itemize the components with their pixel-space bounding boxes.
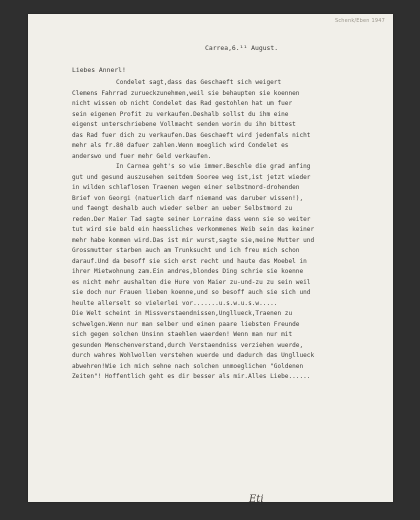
letter-salutation: Liebes Annerl! (72, 66, 126, 74)
letter-body-line: reden.Der Maier Tad sagte seiner Lorraine dass wenn sie so weiter (72, 215, 311, 223)
letter-body-line: tut wird sie bald ein haessliches verkommenes Weib sein das keiner (72, 226, 315, 233)
letter-body-line: In Carnea geht's so wie immer.Beschle die grad anfing (72, 163, 311, 170)
letter-body-line: schwelgen.Wenn nur man selber und einen paare liebsten Freunde (72, 320, 300, 328)
letter-dateline: Carrea,6.¹¹ August. (205, 44, 279, 52)
letter-body-line: Condelet sagt,dass das Geschaeft sich weigert (72, 79, 282, 86)
letter-body-line: und faengt deshalb auch wieder selber an ueber Selbstmord zu (72, 205, 293, 212)
letter-body-line: nicht wissen ob nicht Condelet das Rad gestohlen hat um fuer (72, 100, 293, 107)
letter-body-line: gut und gesund auszusehen seitdem Sooree weg ist,ist jetzt wieder (72, 173, 311, 181)
letter-body-line: abwehren!Wie ich mich sehne nach solchen unmoeglichen "Goldenen (72, 362, 304, 370)
letter-body-line: anderswo und fuer mehr Geld verkaufen. (72, 152, 212, 160)
letter-body-line: Grossmutter starben auch am Trunksucht und ich freu mich schon (72, 247, 300, 254)
letter-body-line: ihrer Mietwohnung zam.Ein andres,blondes Ding schrie sie koenne (72, 268, 304, 275)
letter-body-line: in wilden schlaflosen Traenen wegen einer selbstmord-drohenden (72, 184, 300, 191)
letter-body-line: mehr habe kommen wird.Das ist mir wurst,sagte sie,meine Mutter und (72, 236, 315, 244)
archive-reference-mark: Schenk/Eben 1947 (334, 18, 385, 24)
letter-body-line: Brief von Georgi (natuerlich darf niemand was daruber wissen!), (72, 194, 304, 202)
handwritten-signature: Eti (249, 494, 264, 502)
letter-body-line: gesunden Menschenverstand,durch Verstaendniss verziehen wuerde, (72, 341, 304, 349)
letter-body-line: sich gegen solchen Unsinn staehlen waerden! Wenn man nur mit (72, 331, 293, 338)
letter-page (28, 14, 393, 502)
letter-body-line: es nicht mehr aushalten die Hure von Maier zu-und-zu zu sein weil (72, 278, 311, 286)
letter-body-line: sie doch nur Frauen lieben koenne,und so besoff auch sie sich und (72, 289, 311, 296)
letter-body-line: Clemens Fahrrad zurueckzunehmen,weil sie behaupten sie koennen (72, 89, 300, 97)
letter-body-line: Die Welt scheint in Missverstaendnissen,Ungllueck,Traenen zu (72, 310, 293, 317)
letter-body-line: heulte allerselt so vielerlei vor.......u.s.w.u.s.w..... (72, 299, 278, 307)
letter-body-line: eigenst unterschriebene Vollmacht senden worin du ihn bittest (72, 121, 296, 128)
letter-body-line: das Rad fuer dich zu verkaufen.Das Geschaeft wird jedenfals nicht (72, 131, 311, 139)
letter-body-line: mehr als fr.80 dafuer zahlen.Wenn moeglich wird Condelet es (72, 142, 289, 149)
letter-body-line: durch wahres Wohlwollen verstehen wuerde und dadurch das Ungllueck (72, 352, 315, 359)
letter-body-line: darauf.Und da besoff sie sich erst recht und haute das Moebel in (72, 257, 307, 265)
letter-body (72, 78, 388, 383)
letter-body-line: sein eigenen Profit zu verkaufen.Deshalb sollst du ihm eine (72, 110, 289, 118)
letter-body-line: Zeiten"! Hoffentlich geht es dir besser als mir.Alles Liebe...... (72, 373, 311, 380)
